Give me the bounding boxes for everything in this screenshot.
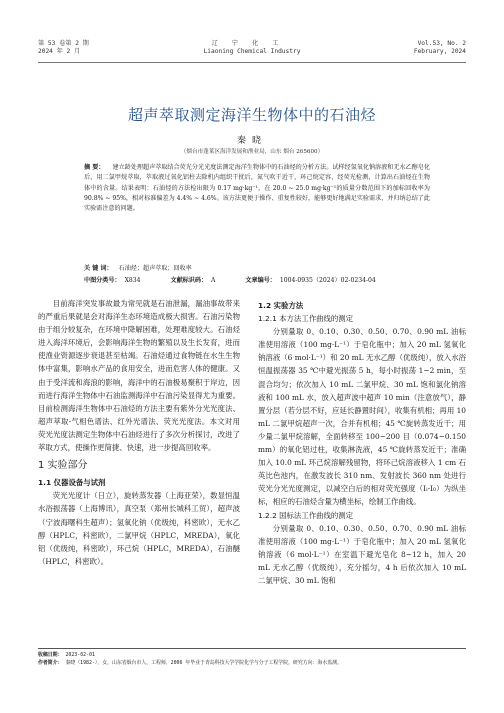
bio-text: 秦晓（1982-），女，山东省烟台市人，工程师，2006 年毕业于青岛科技大学学院化学与分子工程学院，研究方向：海水监测。	[65, 659, 342, 666]
volume-cn: 第 53 卷第 2 期	[38, 40, 89, 47]
received-label: 收稿日期：	[38, 652, 63, 658]
keywords-label: 关 键 词：	[84, 265, 113, 272]
left-column	[38, 297, 240, 568]
paper-title: 超声萃取测定海洋生物体中的石油烃	[127, 106, 376, 124]
equipment-paragraph: 荧光光度计（日立），旋转蒸发器（上海亚荣），数显恒温水浴振荡器（上海博讯），真空泵（郑州长城科工贸），超声波（宁波海曙科生超声）；氢氧化钠（优级纯，科密欧），无水乙醇（HPLC，科密欧），二氯甲烷（HPLC，MREDA），氧化铝（优级纯，科密欧），环己烷（HPLC，MREDA），石油醚（HPLC，科密欧）。	[38, 491, 240, 566]
author-affiliation: （烟台市蓬莱区海洋发展和渔业局，山东 烟台 265600）	[180, 149, 324, 155]
keywords	[84, 263, 430, 272]
header-right	[414, 40, 466, 56]
doc-code-label: 文献标识码：	[170, 277, 208, 284]
author-bio	[38, 660, 466, 668]
journal-name-cn: 辽宁化工	[211, 40, 293, 47]
footnote	[38, 648, 466, 667]
doc-code-value: A	[211, 277, 216, 284]
classification-line	[84, 275, 430, 284]
clc-value: X834	[124, 277, 141, 284]
abstract-text: 建立龄处理超声萃取结合荧光分光光度法测定海洋生物体中的石油烃的分析方法。试样经氢氧化钠溶液和无水乙醇皂化后，用二氯甲烷萃取，萃取液过氧化铝柱去除机内组织干扰后，氮气吹干近干，环己烷定容，经荧光检测，计算出石油烃在生物体中的含量。结果表明：石油烃的方法检出限为 0.17 mg·kg⁻¹，在 20.0 ~ 25.0 mg·kg⁻¹的质量分数范围下的加标回收率为 90.8% ~ 95%，相对标准偏差为 4.4% ~ 4.6%。该方法更便于操作、重复性较好，能够更好地满足实验需求，并归纳总结了此实验需注意的问题。	[84, 164, 431, 213]
section-heading-1-2: 1.2 实验方法	[258, 301, 304, 310]
journal-name-en: Liaoning Chemical Industry	[203, 48, 301, 55]
section-heading-1-1: 1.1 仪器设备与试剂	[38, 478, 106, 488]
received-value: 2023-02-01	[65, 652, 95, 658]
date-cn: 2024 年 2 月	[38, 48, 81, 55]
received-date	[38, 652, 466, 660]
intro-paragraph: 目前海洋突发事故最为常见就是石油泄漏，漏油事故带来的严重后果就是会对海洋生态环境造成极大损害。石油污染物由于组分较复杂，在环境中降解困难，处理难度较大。石油烃进入海洋环境后，会影响海洋生物的繁殖以及生长发育，进而使渔业资源逐步衰退甚至枯竭。石油烃通过食物链在水生生物体中富集，影响水产品的食用安全，进而危害人体的健康。又由于受洋流和海浪的影响，海洋中的石油极易聚积于岸边，因而进行海洋生物体中石油监测海洋中石油污染显得尤为重要。目前检测海洋生物体中石油烃的方法主要有紫外分光光度法、超声萃取-气相色谱法、红外光谱法、荧光光度法。本文对用荧光光度法测定生物体中石油烃进行了多次分析探讨，改进了萃取方式，使操作更简捷、快速，进一步提高回收率。	[38, 299, 240, 453]
section-heading-1-2-1: 1.2.1 本方法工作曲线的测定	[258, 314, 354, 324]
clc-label: 中图分类号：	[84, 277, 121, 284]
header-center	[38, 40, 466, 56]
abstract	[84, 163, 430, 214]
section-heading-1: 1 实验部分	[38, 460, 88, 472]
section-heading-1-2-2: 1.2.2 国标法工作曲线的测定	[258, 510, 354, 520]
volume-en: Vol.53, No. 2	[417, 40, 466, 47]
bio-label: 作者简介：	[38, 659, 63, 666]
article-number-value: 1004-0935（2024）02-0234-04	[279, 277, 376, 284]
author-name: 秦晓	[236, 136, 267, 146]
running-header	[38, 40, 466, 63]
date-en: February, 2024	[413, 48, 466, 55]
right-column	[258, 297, 466, 587]
abstract-label: 摘 要：	[84, 164, 105, 171]
keywords-text: 石油烃；超声萃取；回收率	[118, 265, 192, 272]
article-number-label: 文章编号：	[245, 277, 276, 284]
method-paragraph-2: 分别量取 0、0.10、0.30、0.50、0.70、0.90 mL 油标准使用溶液（100 mg·L⁻¹）于皂化瓶中；加入 20 mL 氢氧化钠溶液（6 mol·L⁻¹）在室温下避光皂化 8~12 h，加入 20 mL 无水乙醇（优级纯），充分摇匀，4 h 后依次加入 10 mL 二氯甲烷、30 mL 饱和	[258, 523, 466, 585]
method-paragraph-1: 分别量取 0、0.10、0.30、0.50、0.70、0.90 mL 油标准使用溶液（100 mg·L⁻¹）于皂化瓶中；加入 20 mL 氢氧化钠溶液（6 mol·L⁻¹）和 20 mL 无水乙醇（优级纯），放入水浴恒温振荡器 35 ℃中避光振荡 5 h，每小时振荡 1~2 min，至混合均匀；依次加入 10 mL 二氯甲烷、30 mL 饱和氯化钠溶液和 100 mL 水，放入超声波中超声 10 min（注意放气），静置分层（若分层不好，应延长静置时间），收集有机相；再用 10 mL 二氯甲烷超声一次，合并有机相；45 ℃旋转蒸发近干；用少量二氯甲烷溶解，全面转移至 100~200 目（0.074~0.150 mm）的氧化铝过柱，收集淋洗液，45 ℃旋转蒸发近干；准确加入 10.0 mL 环己烷溶解残留物，将环己烷溶液移入 1 cm 石英比色池内，在激发波长 310 nm、发射波长 360 nm 处进行荧光分光光度测定，以减空白后的相对荧光强度（Iᵢ-I₀）为纵坐标，相应的石油烃含量为横坐标，绘制工作曲线。	[258, 327, 466, 507]
